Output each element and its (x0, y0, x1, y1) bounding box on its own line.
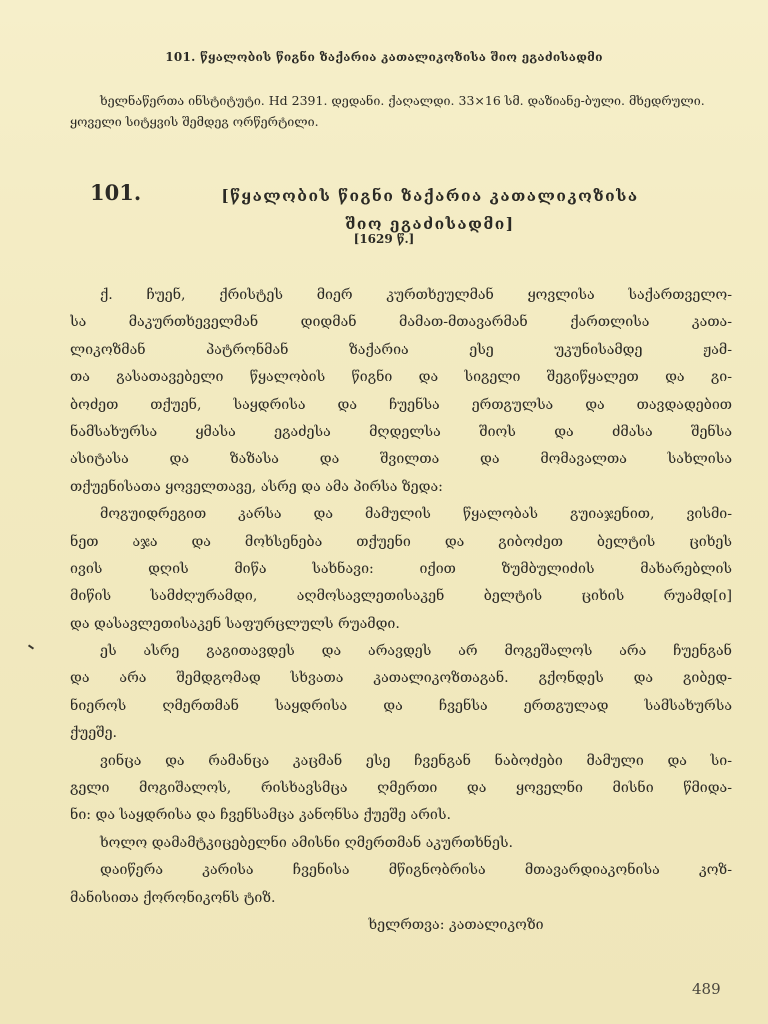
source-note: ხელნაწერთა ინსტიტუტი. Hd 2391. დედანი. ქაღალდი. 33×16 სმ. დაზიანე-ბული. მხედრული. ყოველი სიტყვის შემდეგ ორწერტილი. (70, 93, 705, 129)
page-number: 489 (692, 980, 721, 998)
body-line: ნამსახურსა ყმასა ეგაძესა მღდელსა შიოს და ძმასა შენსა (70, 423, 732, 440)
ink-speck (28, 644, 34, 649)
body-line: მიწის სამძღურამდი, აღმოსავლეთისაკენ ბელტის ციხის რუამდ[ი] (70, 588, 732, 605)
body-line: ივის დღის მიწა სახნავი: იქით ზუმბულიძის მახარებლის (70, 560, 732, 577)
document-title-line-1: [წყალობის წიგნი ზაქარია კათალიკოზისა (221, 186, 639, 205)
body-line: და არა შემდგომად სხვათა კათალიკოზთაგან. გქონდეს და გიბედ- (70, 670, 732, 687)
document-number: 101. (90, 180, 142, 205)
body-line: სა მაკურთხეველმან დიდმან მამათ-მთავარმან ქართლისა კათა- (70, 314, 732, 331)
body-line: ნეთ აჯა და მოხსენება თქუენი და გიბოძეთ ბელტის ციხეს (70, 533, 732, 550)
body-line: ვინცა და რამანცა კაცმან ესე ჩვენგან ნაბოძები მამული და სი- (100, 752, 732, 769)
body-line: თქუენისათა ყოველთავე, ასრე და ამა პირსა ზედა: (70, 478, 443, 495)
body-line: ქუეშე. (70, 725, 118, 742)
body-line: ბოძეთ თქუენ, საყდრისა და ჩუენსა ერთგულსა და თავდადებით (70, 396, 732, 413)
document-body (70, 282, 732, 939)
body-line: დაიწერა კარისა ჩვენისა მწიგნობრისა მთავარდიაკონისა კოზ- (100, 862, 732, 879)
document-title (170, 182, 690, 238)
body-line: ეს ასრე გაგითავდეს და არავდეს არ მოგეშალოს არა ჩუენგან (100, 643, 732, 660)
running-head: 101. წყალობის წიგნი ზაქარია კათალიკოზისა შიო ეგაძისადმი (165, 50, 603, 64)
body-line: ნი: და საყდრისა და ჩვენსამცა კანონსა ქუეშე არის. (70, 807, 451, 824)
document-date: [1629 წ.] (353, 232, 415, 246)
body-line: ნიეროს ღმერთმან საყდრისა და ჩვენსა ერთგულად სამსახურსა (70, 697, 732, 714)
signature-line: ხელრთვა: კათალიკოზი (368, 916, 544, 933)
body-line: ლიკოზმან პატრონმან ზაქარია ესე უკუნისამდე ჟამ- (70, 341, 732, 358)
body-line: ქ. ჩუენ, ქრისტეს მიერ კურთხეულმან ყოვლისა საქართველო- (100, 287, 732, 303)
body-line: მოგუიდრეგით კარსა და მამულის წყალობას გუიაჯენით, ვისმი- (100, 506, 732, 523)
body-line: და დასავლეთისაკენ საფურცლულს რუამდი. (70, 615, 400, 632)
body-line: მანისითა ქორონიკონს ტიზ. (70, 889, 276, 906)
body-line: თა გასათავებელი წყალობის წიგნი და სიგელი შეგიწყალეთ და გი- (70, 369, 732, 386)
body-line: ასიტასა და ზაზასა და შვილთა და მომავალთა სახლისა (70, 451, 732, 468)
document-title-line-2: შიო ეგაძისადმი] (345, 214, 515, 233)
body-line: გელი მოგიშალოს, რისხავსმცა ღმერთი და ყოველნი მისნი წმიდა- (70, 780, 732, 797)
body-line: ხოლო დამამტკიცებელნი ამისნი ღმერთმან აკურთხნეს. (100, 834, 514, 851)
